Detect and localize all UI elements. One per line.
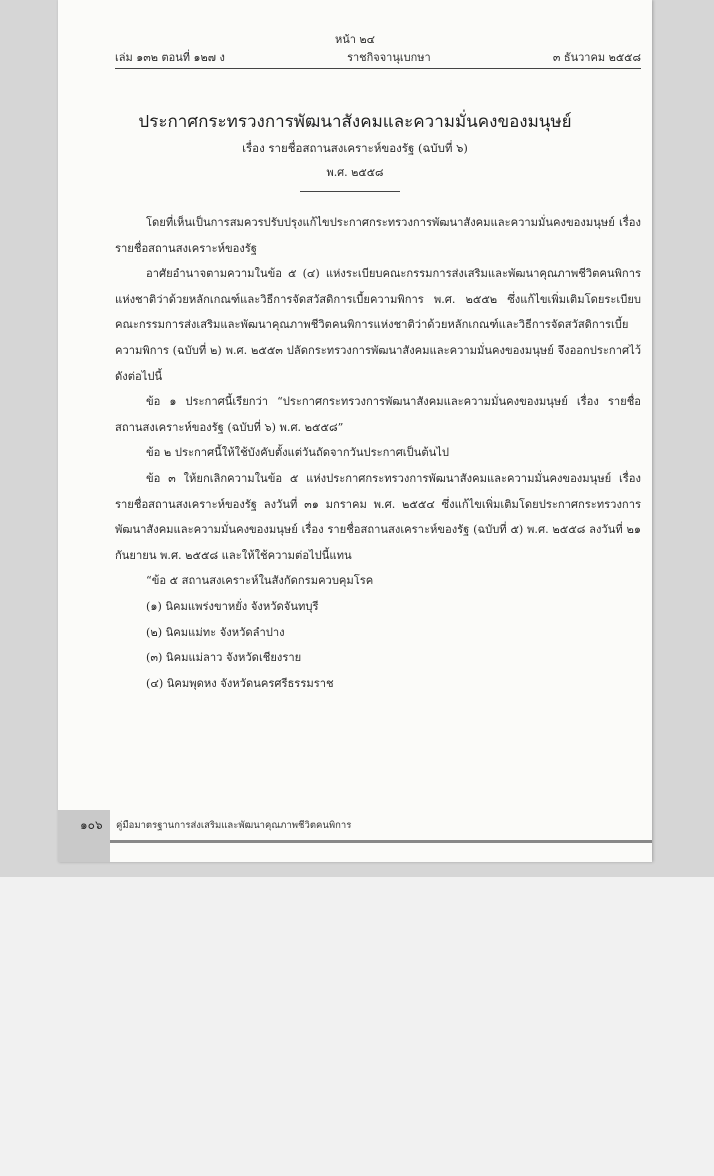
gazette-header (115, 48, 641, 69)
paragraph-clause-3: ข้อ ๓ ให้ยกเลิกความในข้อ ๕ แห่งประกาศกระทรวงการพัฒนาสังคมและความมั่นคงของมนุษย์ เรื่อง รายชื่อสถานสงเคราะห์ของรัฐ ลงวันที่ ๓๑ มกราคม พ.ศ. ๒๕๕๔ ซึ่งแก้ไขเพิ่มเติมโดยประกาศกระทรวงการพัฒนาสังคมและความมั่นคงของมนุษย์ เรื่อง รายชื่อสถานสงเคราะห์ของรัฐ (ฉบับที่ ๕) พ.ศ. ๒๕๕๘ ลงวันที่ ๒๑ กันยายน พ.ศ. ๒๕๕๘ และให้ใช้ความต่อไปนี้แทน (115, 471, 641, 562)
announcement-subject: เรื่อง รายชื่อสถานสงเคราะห์ของรัฐ (ฉบับที่ ๖) (242, 141, 468, 155)
paragraph-clause-2: ข้อ ๒ ประกาศนี้ให้ใช้บังคับตั้งแต่วันถัดจากวันประกาศเป็นต้นไป (146, 446, 450, 460)
book-footer (58, 810, 652, 862)
list-item: (๑) นิคมแพร่งขาหยั่ง จังหวัดจันทบุรี (146, 599, 319, 613)
footer-rule (110, 840, 652, 843)
gazette-volume: เล่ม ๑๓๒ ตอนที่ ๑๒๗ ง (115, 51, 225, 64)
gazette-page-number: หน้า ๒๔ (334, 33, 376, 46)
gazette-name: ราชกิจจานุเบกษา (347, 51, 431, 64)
paragraph-clause-1: ข้อ ๑ ประกาศนี้เรียกว่า “ประกาศกระทรวงการพัฒนาสังคมและความมั่นคงของมนุษย์ เรื่อง รายชื่อสถานสงเคราะห์ของรัฐ (ฉบับที่ ๖) พ.ศ. ๒๕๕๘” (115, 395, 641, 434)
paragraph-clause-5-heading: “ข้อ ๕ สถานสงเคราะห์ในสังกัดกรมควบคุมโรค (146, 574, 374, 588)
book-title: คู่มือมาตรฐานการส่งเสริมและพัฒนาคุณภาพชีวิตคนพิการ (116, 820, 352, 831)
title-divider (300, 191, 400, 192)
paragraph-authority: อาศัยอำนาจตามความในข้อ ๕ (๔) แห่งระเบียบคณะกรรมการส่งเสริมและพัฒนาคุณภาพชีวิตคนพิการแห่งชาติว่าด้วยหลักเกณฑ์และวิธีการจัดสวัสดิการเบี้ยความพิการ พ.ศ. ๒๕๕๒ ซึ่งแก้ไขเพิ่มเติมโดยระเบียบคณะกรรมการส่งเสริมและพัฒนาคุณภาพชีวิตคนพิการแห่งชาติว่าด้วยหลักเกณฑ์และวิธีการจัดสวัสดิการเบี้ยความพิการ (ฉบับที่ ๒) พ.ศ. ๒๕๕๓ ปลัดกระทรวงการพัฒนาสังคมและความมั่นคงของมนุษย์ จึงออกประกาศไว้ ดังต่อไปนี้ (115, 267, 641, 383)
list-item: (๒) นิคมแม่ทะ จังหวัดลำปาง (146, 625, 285, 639)
list-item: (๓) นิคมแม่ลาว จังหวัดเชียงราย (146, 651, 302, 665)
gazette-date: ๓ ธันวาคม ๒๕๕๘ (552, 51, 641, 64)
book-page-number: ๑๐๖ (58, 810, 110, 862)
announcement-year: พ.ศ. ๒๕๕๘ (326, 166, 384, 179)
paragraph-preamble: โดยที่เห็นเป็นการสมควรปรับปรุงแก้ไขประกาศกระทรวงการพัฒนาสังคมและความมั่นคงของมนุษย์ เรื่อง รายชื่อสถานสงเคราะห์ของรัฐ (115, 216, 641, 255)
announcement-title: ประกาศกระทรวงการพัฒนาสังคมและความมั่นคงของมนุษย์ (138, 112, 572, 132)
document-page (58, 0, 652, 862)
announcement-body (115, 210, 641, 696)
list-item: (๔) นิคมพุดหง จังหวัดนครศรีธรรมราช (146, 676, 334, 690)
